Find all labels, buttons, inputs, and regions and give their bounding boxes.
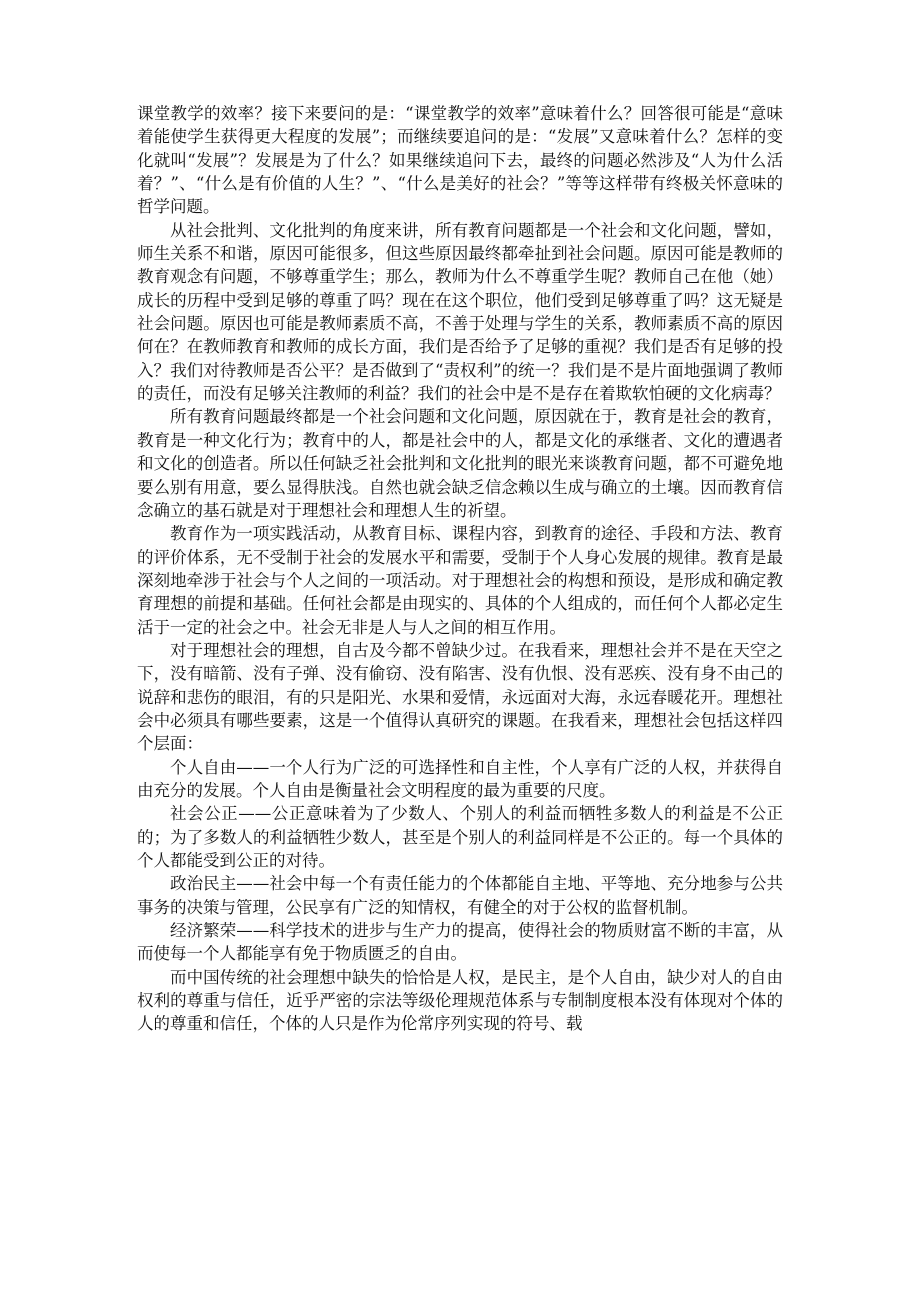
paragraph-5: 对于理想社会的理想，自古及今都不曾缺少过。在我看来，理想社会并不是在天空之下，没有暗箭、没有子弹、没有偷窃、没有陷害、没有仇恨、没有恶疾、没有身不由己的说辞和悲伤的眼泪，有的只是阳光、水果和爱情，永远面对大海，永远春暖花开。理想社会中必须具有哪些要素，这是一个值得认真研究的课题。在我看来，理想社会包括这样四个层面： [137, 640, 783, 754]
paragraph-4: 教育作为一项实践活动，从教育目标、课程内容，到教育的途径、手段和方法、教育的评价体系，无不受制于社会的发展水平和需要，受制于个人身心发展的规律。教育是最深刻地牵涉于社会与个人之间的一项活动。对于理想社会的构想和预设，是形成和确定教育理想的前提和基础。任何社会都是由现实的、具体的个人组成的，而任何个人都必定生活于一定的社会之中。社会无非是人与人之间的相互作用。 [137, 524, 783, 637]
paragraph-3: 所有教育问题最终都是一个社会问题和文化问题，原因就在于，教育是社会的教育，教育是一种文化行为；教育中的人，都是社会中的人，都是文化的承继者、文化的遭遇者和文化的创造者。所以任何缺乏社会批判和文化批判的眼光来谈教育问题，都不可避免地要么别有用意，要么显得肤浅。自然也就会缺乏信念赖以生成与确立的土壤。因而教育信念确立的基石就是对于理想社会和理想人生的祈望。 [137, 407, 783, 520]
paragraph-9: 经济繁荣——科学技术的进步与生产力的提高，使得社会的物质财富不断的丰富，从而使每一个人都能享有免于物质匮乏的自由。 [137, 921, 783, 964]
paragraph-10: 而中国传统的社会理想中缺失的恰恰是人权，是民主，是个人自由，缺少对人的自由权利的尊重与信任，近乎严密的宗法等级伦理规范体系与专制制度根本没有体现对个体的人的尊重和信任，个体的人只是作为伦常序列实现的符号、载 [137, 967, 783, 1034]
paragraph-8: 政治民主——社会中每一个有责任能力的个体都能自主地、平等地、充分地参与公共事务的决策与管理，公民享有广泛的知情权，有健全的对于公权的监督机制。 [137, 874, 783, 917]
paragraph-7: 社会公正——公正意味着为了少数人、个别人的利益而牺牲多数人的利益是不公正的；为了多数人的利益牺牲少数人，甚至是个别人的利益同样是不公正的。每一个具体的个人都能受到公正的对待。 [137, 804, 783, 870]
paragraph-1: 课堂教学的效率？接下来要问的是：“课堂教学的效率”意味着什么？回答很可能是“意味着能使学生获得更大程度的发展”；而继续要追问的是：“发展”又意味着什么？怎样的变化就叫“发展”？发展是为了什么？如果继续追问下去，最终的问题必然涉及“人为什么活着？”、“什么是有价值的人生？”、“什么是美好的社会？”等等这样带有终极关怀意味的哲学问题。 [137, 104, 783, 217]
document-page [137, 102, 783, 1036]
paragraph-2: 从社会批判、文化批判的角度来讲，所有教育问题都是一个社会和文化问题，譬如，师生关系不和谐，原因可能很多，但这些原因最终都牵扯到社会问题。原因可能是教师的教育观念有问题，不够尊重学生；那么，教师为什么不尊重学生呢？教师自己在他（她）成长的历程中受到足够的尊重了吗？现在在这个职位，他们受到足够尊重了吗？这无疑是社会问题。原因也可能是教师素质不高，不善于处理与学生的关系，教师素质不高的原因何在？在教师教育和教师的成长方面，我们是否给予了足够的重视？我们是否有足够的投入？我们对待教师是否公平？是否做到了“责权利”的统一？我们是不是片面地强调了教师的责任，而没有足够关注教师的利益？我们的社会中是不是存在着欺软怕硬的文化病毒？ [137, 220, 783, 404]
paragraph-6: 个人自由——一个人行为广泛的可选择性和自主性，个人享有广泛的人权，并获得自由充分的发展。个人自由是衡量社会文明程度的最为重要的尺度。 [137, 757, 783, 800]
